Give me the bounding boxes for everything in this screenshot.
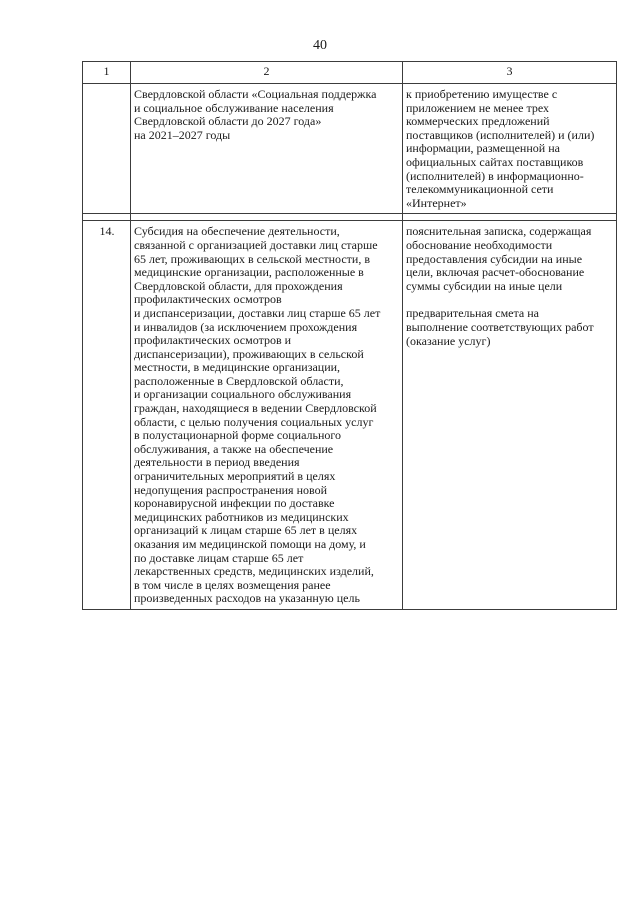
text-line: поставщиков (исполнителей) и (или) bbox=[406, 127, 595, 142]
text-line: деятельности в период введения bbox=[134, 455, 300, 470]
text-line: связанной с организацией доставки лиц старше bbox=[134, 237, 378, 252]
text-line: медицинские организации, расположенные в bbox=[134, 265, 364, 280]
text-line: в полустационарной форме социального bbox=[134, 428, 342, 443]
text-line: коммерческих предложений bbox=[406, 114, 550, 129]
text-line: и диспансеризации, доставки лиц старше 65 лет bbox=[134, 305, 381, 320]
text-line: к приобретению имуществе с bbox=[406, 87, 558, 101]
text-line: и организации социального обслуживания bbox=[134, 387, 352, 402]
text-line: Свердловской области «Социальная поддержка bbox=[134, 87, 377, 101]
header-col-1: 1 bbox=[83, 62, 131, 84]
paragraph-spacer bbox=[406, 293, 614, 307]
description-cell bbox=[131, 221, 403, 610]
text-line: 65 лет, проживающих в сельской местности, в bbox=[134, 251, 371, 266]
gap-cell bbox=[83, 214, 131, 221]
document-table bbox=[82, 61, 617, 610]
text-line: пояснительная записка, содержащая bbox=[406, 224, 592, 239]
text-line: выполнение соответствующих работ bbox=[406, 319, 594, 334]
table-row-continued bbox=[83, 84, 617, 214]
text-line: медицинских работников из медицинских bbox=[134, 509, 349, 524]
text-line: профилактических осмотров и bbox=[134, 333, 292, 348]
text-line: приложением не менее трех bbox=[406, 100, 550, 115]
text-line: коронавирусной инфекции по доставке bbox=[134, 496, 335, 511]
text-line: и социальное обслуживание населения bbox=[134, 100, 334, 115]
page-number: 40 bbox=[313, 38, 327, 53]
header-col-2: 2 bbox=[131, 62, 403, 84]
row-number-cell bbox=[83, 84, 131, 214]
text-line: информации, размещенной на bbox=[406, 141, 560, 156]
text-line: недопущения распространения новой bbox=[134, 482, 328, 497]
text-line: предоставления субсидии на иные bbox=[406, 251, 583, 266]
documents-cell bbox=[403, 84, 617, 214]
text-line: суммы субсидии на иные цели bbox=[406, 278, 563, 293]
header-col-3: 3 bbox=[403, 62, 617, 84]
row-number-cell: 14. bbox=[83, 221, 131, 610]
documents-cell bbox=[403, 221, 617, 610]
text-line: телекоммуникационной сети bbox=[406, 182, 554, 197]
description-cell bbox=[131, 84, 403, 214]
text-line: лекарственных средств, медицинских изделий, bbox=[134, 564, 374, 579]
table-gap-row bbox=[83, 214, 617, 221]
text-line: и инвалидов (за исключением прохождения bbox=[134, 319, 358, 334]
text-line: предварительная смета на bbox=[406, 306, 539, 321]
text-line: обоснование необходимости bbox=[406, 237, 553, 252]
text-line: в том числе в целях возмещения ранее bbox=[134, 577, 331, 592]
text-line: области, с целью получения социальных услуг bbox=[134, 414, 374, 429]
text-line: Субсидия на обеспечение деятельности, bbox=[134, 224, 340, 239]
gap-cell bbox=[403, 214, 617, 221]
table-header-row bbox=[83, 62, 617, 84]
text-line: ограничительных мероприятий в целях bbox=[134, 469, 336, 484]
text-line: оказания им медицинской помощи на дому, и bbox=[134, 537, 366, 551]
text-line: местности, в медицинские организации, bbox=[134, 360, 341, 375]
gap-cell bbox=[131, 214, 403, 221]
text-line: на 2021–2027 годы bbox=[134, 127, 231, 142]
text-line: обслуживания, а также на обеспечение bbox=[134, 441, 334, 456]
text-line: «Интернет» bbox=[406, 195, 467, 210]
text-line: профилактических осмотров bbox=[134, 292, 282, 307]
text-line: диспансеризации), проживающих в сельской bbox=[134, 346, 364, 361]
table-row-14 bbox=[83, 221, 617, 610]
text-line: граждан, находящиеся в ведении Свердловской bbox=[134, 401, 377, 416]
text-line: произведенных расходов на указанную цель bbox=[134, 591, 360, 606]
text-line: (оказание услуг) bbox=[406, 333, 491, 348]
text-line: по доставке лицам старше 65 лет bbox=[134, 550, 304, 565]
text-line: официальных сайтах поставщиков bbox=[406, 154, 584, 169]
text-line: организаций к лицам старше 65 лет в целях bbox=[134, 523, 358, 538]
text-line: цели, включая расчет-обоснование bbox=[406, 265, 585, 280]
text-line: (исполнителей) в информационно- bbox=[406, 168, 584, 183]
text-line: расположенные в Свердловской области, bbox=[134, 373, 344, 388]
text-line: Свердловской области до 2027 года» bbox=[134, 114, 322, 129]
text-line: Свердловской области, для прохождения bbox=[134, 278, 343, 293]
